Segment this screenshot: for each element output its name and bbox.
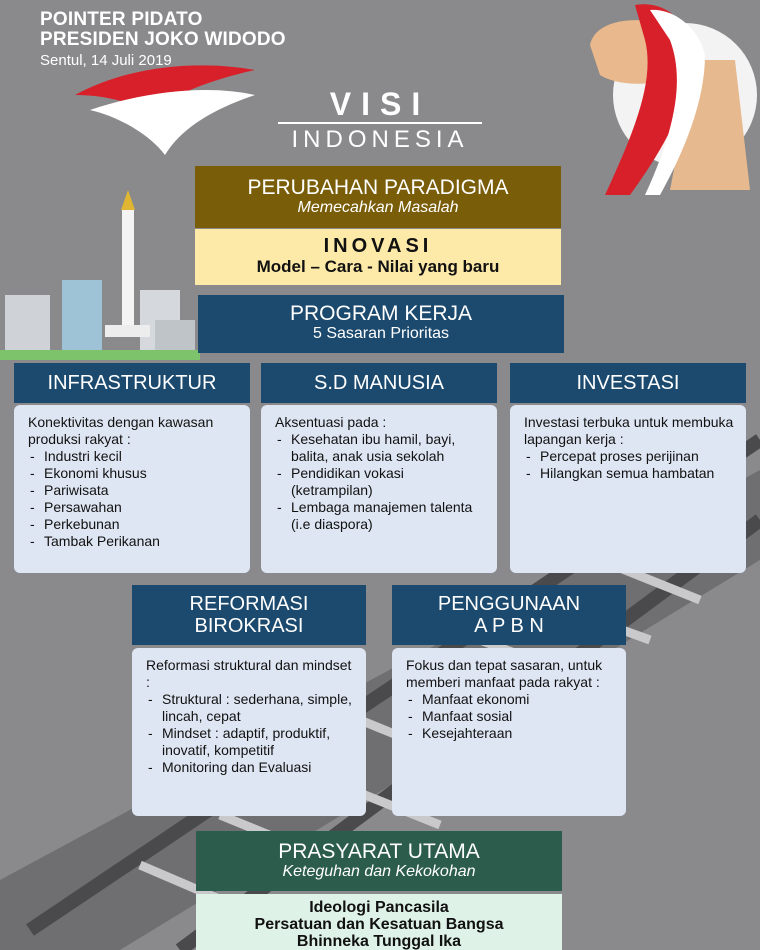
list-item: - Manfaat sosial [422, 708, 616, 725]
prasyarat-item: Persatuan dan Kesatuan Bangsa [254, 916, 504, 933]
paradigma-banner [195, 166, 561, 228]
reformasi-list [146, 691, 356, 776]
list-item: - Monitoring dan Evaluasi [162, 759, 356, 776]
apbn-title-1: PENGGUNAAN [437, 593, 581, 615]
program-title: PROGRAM KERJA [289, 302, 473, 325]
investasi-card [510, 405, 746, 573]
list-item: - Industri kecil [44, 448, 240, 465]
program-banner [198, 295, 564, 353]
reformasi-intro: Reformasi struktural dan mindset : [146, 657, 352, 690]
list-item: - Manfaat ekonomi [422, 691, 616, 708]
apbn-title-2: A P B N [474, 615, 544, 637]
header-block [40, 10, 286, 69]
prasyarat-title: PRASYARAT UTAMA [278, 840, 480, 863]
flag-swoosh-icon [70, 55, 260, 160]
reformasi-title-1: REFORMASI [189, 593, 309, 615]
program-subtitle: 5 Sasaran Prioritas [312, 325, 450, 342]
header-line-1: POINTER PIDATO [40, 9, 203, 30]
list-item: - Pariwisata [44, 482, 240, 499]
sdm-card [261, 405, 497, 573]
investasi-list [524, 448, 736, 482]
inovasi-subtitle: Model – Cara - Nilai yang baru [256, 257, 500, 276]
infrastruktur-intro: Konektivitas dengan kawasan produksi rakyat : [28, 414, 214, 447]
header-date: Sentul, 14 Juli 2019 [40, 52, 172, 69]
raised-fist-flag-icon [575, 0, 760, 200]
paradigma-title: PERUBAHAN PARADIGMA [247, 176, 509, 199]
list-item: - Ekonomi khusus [44, 465, 240, 482]
apbn-list [406, 691, 616, 742]
reformasi-card [132, 648, 366, 816]
reformasi-title-2: BIROKRASI [194, 615, 304, 637]
inovasi-title: INOVASI [323, 235, 433, 257]
prasyarat-subtitle: Keteguhan dan Kekokohan [282, 863, 476, 880]
prasyarat-item: Bhinneka Tunggal Ika [296, 933, 462, 950]
list-item: - Perkebunan [44, 516, 240, 533]
list-item: - Percepat proses perijinan [540, 448, 736, 465]
list-item: - Persawahan [44, 499, 240, 516]
list-item: - Struktural : sederhana, simple, lincah, cepat [162, 691, 356, 725]
apbn-intro: Fokus dan tepat sasaran, untuk memberi manfaat pada rakyat : [406, 657, 603, 690]
prasyarat-banner [196, 831, 562, 891]
infrastruktur-header: INFRASTRUKTUR [14, 363, 250, 403]
paradigma-subtitle: Memecahkan Masalah [297, 199, 459, 216]
list-item: - Pendidikan vokasi (ketrampilan) [291, 465, 487, 499]
list-item: - Lembaga manajemen talenta (i.e diaspora) [291, 499, 487, 533]
sdm-header: S.D MANUSIA [261, 363, 497, 403]
apbn-card [392, 648, 626, 816]
monas-city-illustration [0, 180, 200, 360]
visi-title-block [270, 86, 490, 154]
apbn-header [392, 585, 626, 645]
header-line-2: PRESIDEN JOKO WIDODO [40, 29, 286, 50]
investasi-intro: Investasi terbuka untuk membuka lapangan kerja : [524, 414, 734, 447]
sdm-list [275, 431, 487, 533]
sdm-intro: Aksentuasi pada : [275, 414, 387, 430]
infrastruktur-list [28, 448, 240, 550]
list-item: - Kesehatan ibu hamil, bayi, balita, anak usia sekolah [291, 431, 487, 465]
prasyarat-card [196, 894, 562, 950]
investasi-header: INVESTASI [510, 363, 746, 403]
infrastruktur-card [14, 405, 250, 573]
reformasi-header [132, 585, 366, 645]
inovasi-banner [195, 229, 561, 285]
list-item: - Kesejahteraan [422, 725, 616, 742]
list-item: - Mindset : adaptif, produktif, inovatif, kompetitif [162, 725, 356, 759]
visi-subtitle: INDONESIA [278, 122, 482, 154]
prasyarat-item: Ideologi Pancasila [309, 899, 449, 916]
list-item: - Tambak Perikanan [44, 533, 240, 550]
visi-title: VISI [329, 86, 431, 122]
list-item: - Hilangkan semua hambatan [540, 465, 736, 482]
